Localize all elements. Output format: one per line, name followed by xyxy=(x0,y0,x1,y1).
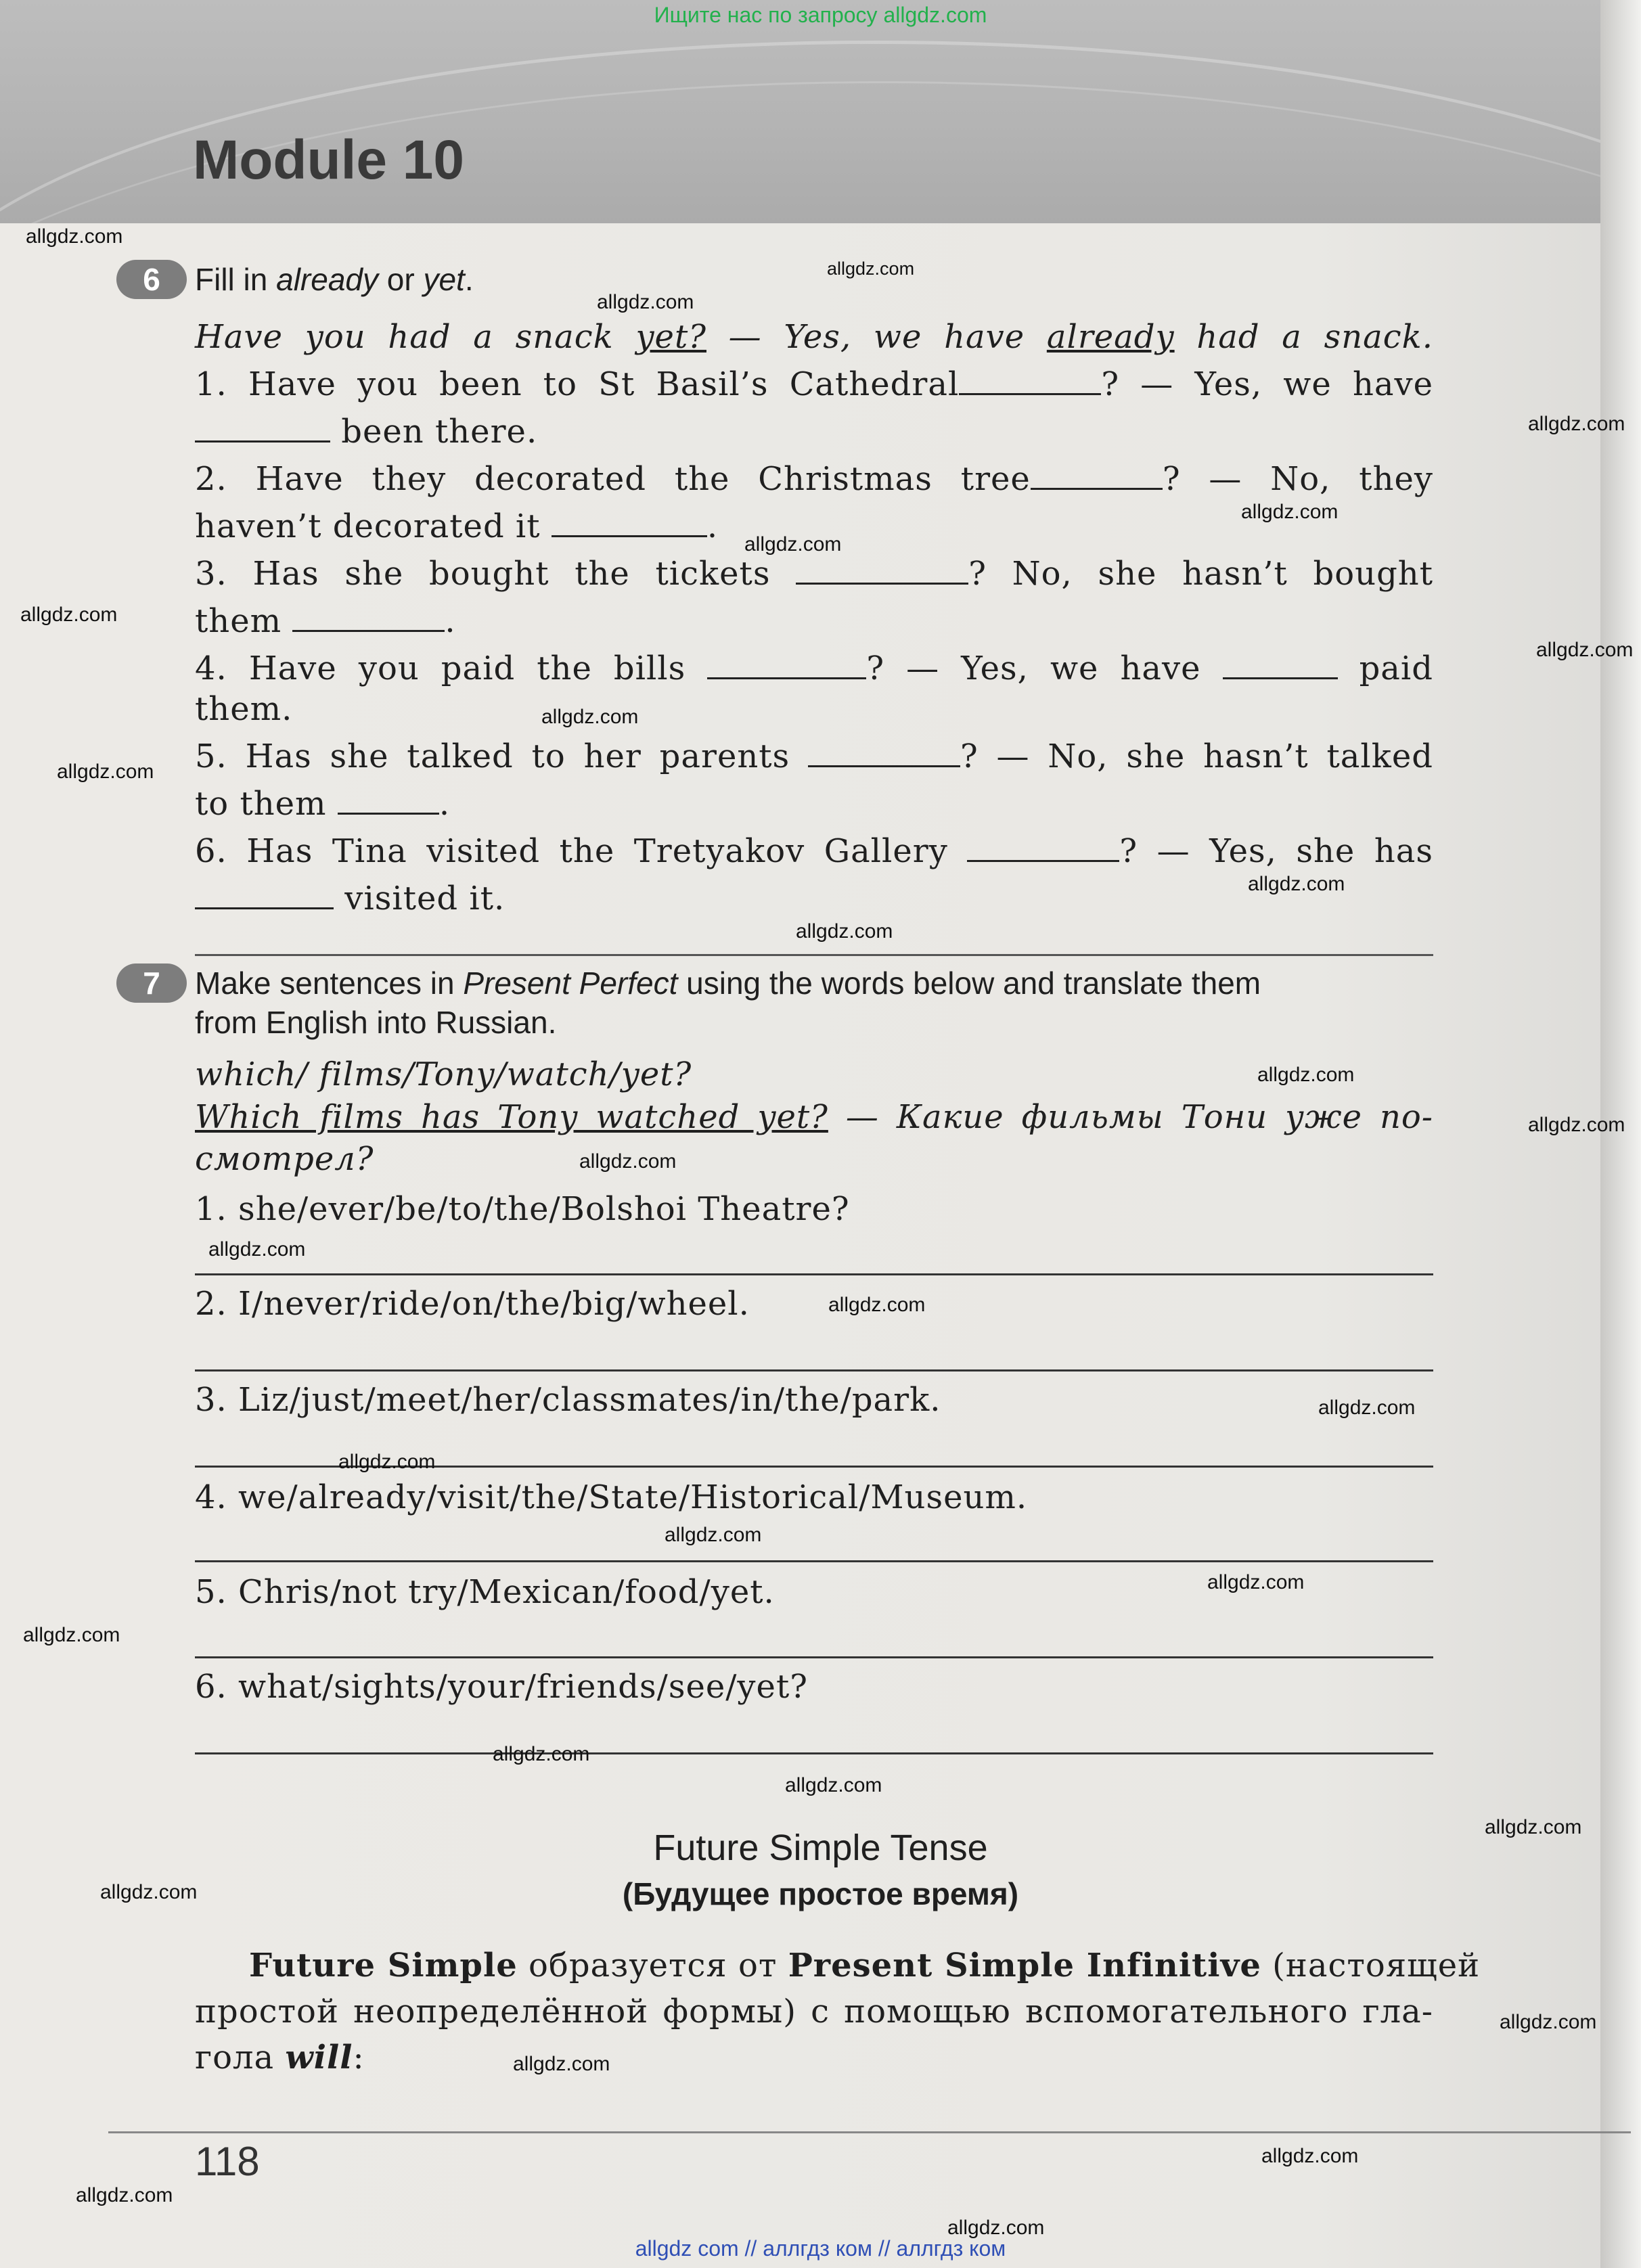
item-text: . xyxy=(445,602,456,640)
item-text: to them xyxy=(195,785,327,823)
watermark: allgdz.com xyxy=(513,2053,610,2075)
item-text: 4. Have you paid the bills xyxy=(195,650,686,687)
paragraph-text: гола xyxy=(195,2039,286,2077)
exercise-6-item-4-cont xyxy=(195,687,1433,731)
module-title: Module 10 xyxy=(193,129,464,191)
watermark: allgdz.com xyxy=(23,1624,120,1646)
instr-word-already: already xyxy=(276,262,378,297)
watermark: allgdz.com xyxy=(26,225,123,248)
grammar-paragraph-line-2: простой неопределённой формы) с помощью вспомогательного гла- xyxy=(195,1993,1433,2031)
exercise-6-item-5-cont xyxy=(195,781,1433,826)
answer-blank[interactable] xyxy=(796,555,968,585)
item-text: paid xyxy=(1359,650,1433,687)
item-text: ? — No, she hasn’t talked xyxy=(960,738,1433,775)
item-text: 6. Has Tina visited the Tretyakov Gallery xyxy=(195,832,948,870)
answer-blank[interactable] xyxy=(707,650,866,679)
exercise-6-item-4 xyxy=(195,646,1433,691)
answer-line[interactable] xyxy=(195,1369,1433,1371)
watermark: allgdz.com xyxy=(579,1150,677,1173)
watermark: allgdz.com xyxy=(1536,639,1634,661)
watermark: allgdz.com xyxy=(1241,501,1339,523)
footer-divider xyxy=(108,2131,1631,2133)
item-text: haven’t decorated it xyxy=(195,507,541,545)
watermark: allgdz.com xyxy=(1248,873,1345,895)
watermark: allgdz.com xyxy=(20,604,118,626)
instr-word-yet: yet xyxy=(423,262,465,297)
watermark: allgdz.com xyxy=(208,1238,306,1261)
section-divider xyxy=(195,954,1433,956)
term-present-simple-infinitive: Present Simple Infinitive xyxy=(788,1947,1261,1984)
answer-blank[interactable] xyxy=(1223,650,1338,679)
watermark: allgdz.com xyxy=(1528,413,1625,435)
item-text: 2. Have they decorated the Christmas tree xyxy=(195,460,1031,498)
exercise-6-badge: 6 xyxy=(116,260,187,299)
watermark: allgdz.com xyxy=(1207,1571,1305,1593)
exercise-7-instruction-cont: from English into Russian. xyxy=(195,1005,557,1040)
instr-text: Fill in xyxy=(195,262,277,297)
term-future-simple: Future Simple xyxy=(249,1947,518,1984)
watermark: allgdz.com xyxy=(100,1881,198,1903)
exercise-6-item-1-cont xyxy=(195,409,1433,454)
answer-blank[interactable] xyxy=(967,833,1119,862)
bottom-banner-link[interactable]: allgdz com // аллгдз ком // аллгдз ком xyxy=(635,2236,1006,2261)
answer-blank[interactable] xyxy=(1031,461,1163,490)
answer-blank[interactable] xyxy=(808,738,960,767)
exercise-7-item-1: 1. she/ever/be/to/the/Bolshoi Theatre? xyxy=(195,1190,850,1228)
answer-blank[interactable] xyxy=(292,603,445,632)
top-banner-link[interactable]: Ищите нас по запросу allgdz.com xyxy=(654,3,987,27)
grammar-paragraph-line-1 xyxy=(195,1943,1481,1988)
exercise-7-item-4: 4. we/already/visit/the/State/Historical/Museum. xyxy=(195,1478,1028,1516)
watermark: allgdz.com xyxy=(1318,1397,1416,1419)
exercise-6-item-3 xyxy=(195,551,1433,596)
answer-line[interactable] xyxy=(195,1752,1433,1754)
example-part: Have you had a snack xyxy=(195,318,636,356)
grammar-title: Future Simple Tense xyxy=(653,1828,988,1868)
instr-text: using the words below and translate them xyxy=(677,966,1261,1001)
item-text: visited it. xyxy=(344,880,505,917)
item-text: ? — Yes, we have xyxy=(866,650,1201,687)
exercise-6-item-6 xyxy=(195,829,1433,874)
example-answer: Which films has Tony watched yet? xyxy=(195,1098,828,1136)
exercise-6-item-5 xyxy=(195,734,1433,779)
exercise-7-example-prompt: which/ films/Tony/watch/yet? xyxy=(195,1056,692,1093)
item-text: 5. Has she talked to her parents xyxy=(195,738,790,775)
exercise-7-item-3: 3. Liz/just/meet/her/classmates/in/the/park. xyxy=(195,1381,941,1419)
instr-text: or xyxy=(378,262,424,297)
item-text: . xyxy=(439,785,451,823)
exercise-6-instruction xyxy=(195,260,1433,299)
paragraph-text: образуется от xyxy=(517,1947,788,1984)
item-text: ? No, she hasn’t bought xyxy=(968,555,1433,593)
item-text: ? — Yes, we have xyxy=(1101,365,1434,403)
paragraph-text: : xyxy=(353,2039,365,2077)
watermark: allgdz.com xyxy=(827,258,915,279)
exercise-7-item-6: 6. what/sights/your/friends/see/yet? xyxy=(195,1668,808,1706)
answer-blank[interactable] xyxy=(195,413,330,443)
example-part: — Yes, we have xyxy=(706,318,1047,356)
watermark: allgdz.com xyxy=(665,1524,762,1546)
item-text: them. xyxy=(195,690,293,728)
page-number: 118 xyxy=(195,2139,260,2184)
watermark: allgdz.com xyxy=(338,1451,436,1473)
watermark: allgdz.com xyxy=(1528,1114,1625,1136)
item-text: 3. Has she bought the tickets xyxy=(195,555,771,593)
answer-line[interactable] xyxy=(195,1273,1433,1275)
watermark: allgdz.com xyxy=(796,920,893,943)
example-translation: — Какие фильмы Тони уже по- xyxy=(828,1098,1434,1136)
exercise-6-example xyxy=(195,315,1433,359)
grammar-paragraph-line-3 xyxy=(195,2035,1433,2080)
exercise-7-item-2: 2. I/never/ride/on/the/big/wheel. xyxy=(195,1285,750,1323)
exercise-6-item-1 xyxy=(195,362,1433,407)
watermark: allgdz.com xyxy=(828,1294,926,1316)
exercise-6-item-2 xyxy=(195,457,1433,501)
exercise-7-badge: 7 xyxy=(116,963,187,1003)
paragraph-text: (настоящей xyxy=(1261,1947,1481,1984)
watermark: allgdz.com xyxy=(1485,1816,1582,1838)
watermark: allgdz.com xyxy=(76,2184,173,2206)
exercise-7-instruction xyxy=(195,963,1433,1003)
watermark: allgdz.com xyxy=(785,1774,882,1796)
instr-text: . xyxy=(464,262,474,297)
answer-line[interactable] xyxy=(195,1656,1433,1658)
exercise-6-item-3-cont xyxy=(195,599,1433,643)
instr-text: Make sentences in xyxy=(195,966,464,1001)
example-part: had a snack. xyxy=(1174,318,1433,356)
watermark: allgdz.com xyxy=(947,2217,1045,2239)
watermark: allgdz.com xyxy=(1257,1064,1355,1086)
answer-blank[interactable] xyxy=(959,366,1101,395)
watermark: allgdz.com xyxy=(1500,2011,1597,2033)
watermark: allgdz.com xyxy=(541,706,639,728)
watermark: allgdz.com xyxy=(493,1743,590,1765)
watermark: allgdz.com xyxy=(744,533,842,555)
exercise-7-item-5: 5. Chris/not try/Mexican/food/yet. xyxy=(195,1573,775,1611)
answer-blank[interactable] xyxy=(195,880,334,909)
grammar-subtitle: (Будущее простое время) xyxy=(622,1876,1019,1911)
watermark: allgdz.com xyxy=(1261,2145,1359,2167)
example-answer-already: already xyxy=(1046,318,1175,356)
item-text: them xyxy=(195,602,282,640)
example-answer-yet: yet? xyxy=(635,318,706,356)
term-will: will xyxy=(285,2039,353,2077)
item-text: 1. Have you been to St Basil’s Cathedral xyxy=(195,365,960,403)
exercise-7-example-answer xyxy=(195,1095,1433,1139)
item-text: . xyxy=(706,507,719,545)
answer-line[interactable] xyxy=(195,1560,1433,1562)
exercise-7-example-answer-cont: смотрел? xyxy=(195,1140,374,1178)
item-text: ? — No, they xyxy=(1162,460,1434,498)
answer-blank[interactable] xyxy=(552,508,707,537)
answer-blank[interactable] xyxy=(338,786,439,815)
instr-tense: Present Perfect xyxy=(463,966,678,1001)
watermark: allgdz.com xyxy=(57,761,154,783)
item-text: been there. xyxy=(341,413,538,451)
watermark: allgdz.com xyxy=(597,291,694,313)
item-text: ? — Yes, she has xyxy=(1119,832,1433,870)
